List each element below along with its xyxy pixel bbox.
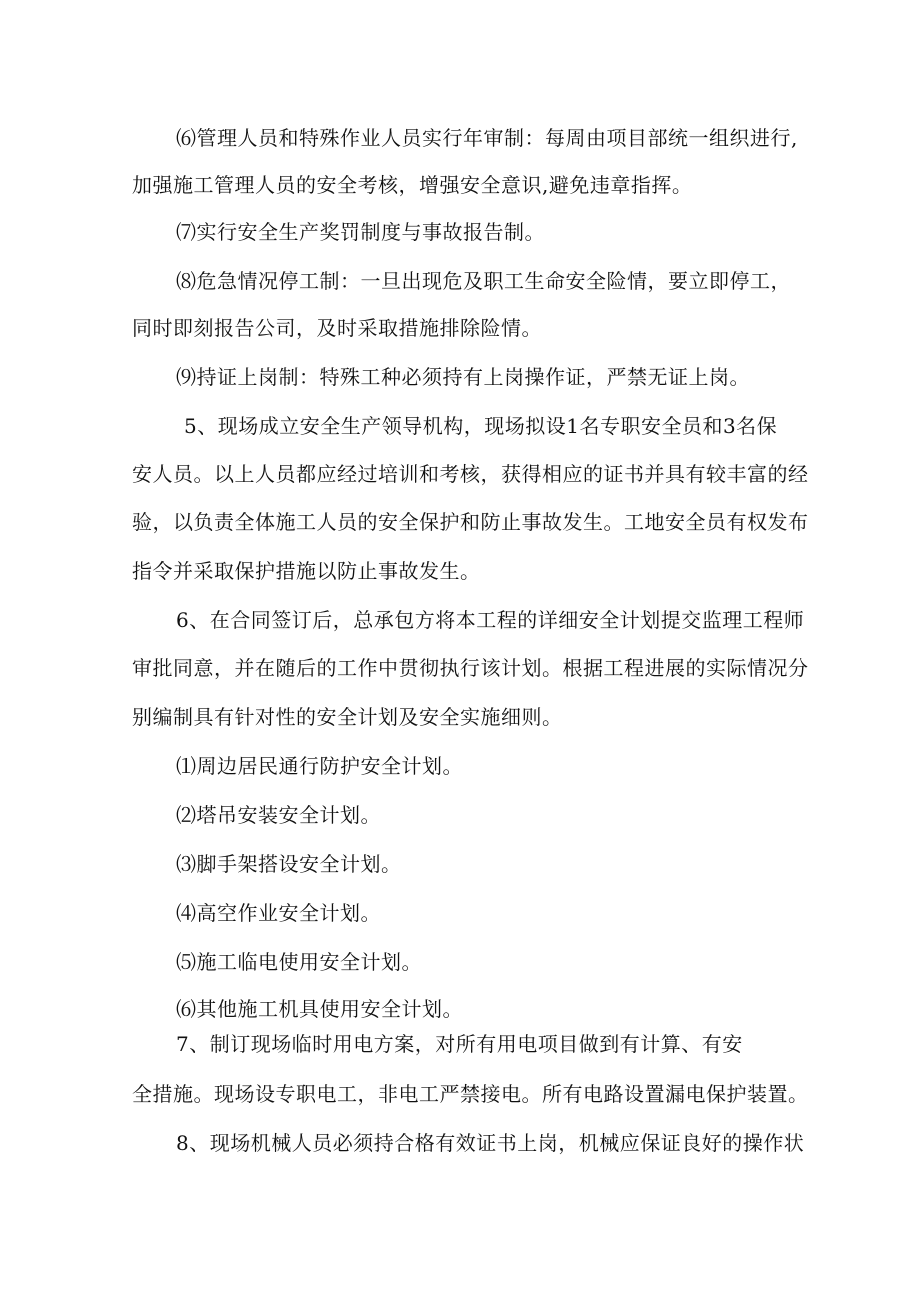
text-line-5: 同时即刻报告公司，及时采取措施排除险情。	[132, 316, 542, 340]
text-line-11: 6、在合同签订后，总承包方将本工程的详细安全计划提交监理工程师	[176, 608, 805, 632]
text-line-19: ⑹其他施工机具使用安全计划。	[176, 997, 463, 1021]
text-line-13: 别编制具有针对性的安全计划及安全实施细则。	[132, 705, 563, 729]
text-line-17: ⑷高空作业安全计划。	[176, 901, 381, 925]
text-line-12: 审批同意，并在随后的工作中贯彻执行该计划。根据工程进展的实际情况分	[132, 656, 809, 680]
text-line-14: ⑴周边居民通行防护安全计划。	[176, 754, 463, 778]
text-line-22: 8、现场机械人员必须持合格有效证书上岗，机械应保证良好的操作状	[176, 1131, 805, 1155]
text-line-8: 安人员。以上人员都应经过培训和考核，获得相应的证书并具有较丰富的经	[132, 462, 809, 486]
text-line-20: 7、制订现场临时用电方案，对所有用电项目做到有计算、有安	[176, 1032, 743, 1056]
text-line-16: ⑶脚手架搭设安全计划。	[176, 852, 402, 876]
text-line-10: 指令并采取保护措施以防止事故发生。	[132, 559, 481, 583]
text-line-2: 加强施工管理人员的安全考核，增强安全意识,避免违章指挥。	[132, 173, 693, 197]
text-line-15: ⑵塔吊安装安全计划。	[176, 803, 381, 827]
text-line-7: 5、现场成立安全生产领导机构，现场拟设1名专职安全员和3名保	[184, 414, 778, 438]
text-line-9: 验，以负责全体施工人员的安全保护和防止事故发生。工地安全员有权发布	[132, 510, 809, 534]
text-line-18: ⑸施工临电使用安全计划。	[176, 950, 422, 974]
text-line-1: ⑹管理人员和特殊作业人员实行年审制：每周由项目部统一组织进行,	[176, 126, 798, 150]
text-line-3: ⑺实行安全生产奖罚制度与事故报告制。	[176, 220, 545, 244]
text-line-6: ⑼持证上岗制：特殊工种必须持有上岗操作证，严禁无证上岗。	[176, 365, 750, 389]
text-line-21: 全措施。现场设专职电工，非电工严禁接电。所有电路设置漏电保护装置。	[132, 1082, 809, 1106]
text-line-4: ⑻危急情况停工制：一旦出现危及职工生命安全险情，要立即停工，	[176, 269, 791, 293]
